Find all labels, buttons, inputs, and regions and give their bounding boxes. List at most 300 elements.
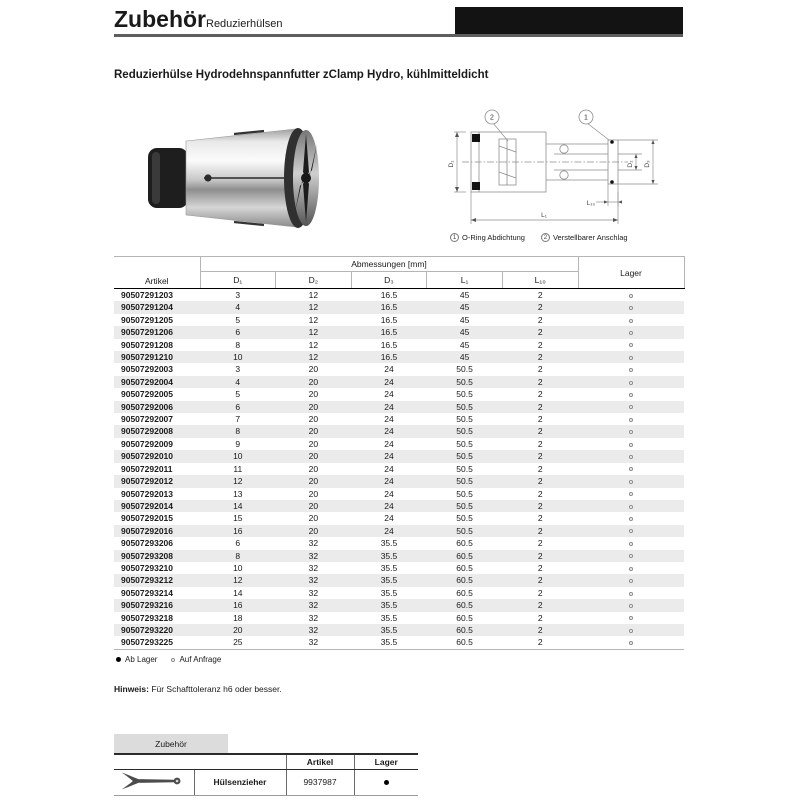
technical-drawing xyxy=(436,106,688,234)
value-cell: 2 xyxy=(537,364,543,375)
stock-status-icon xyxy=(629,356,633,360)
value-cell: 50.5 xyxy=(427,401,503,413)
value-cell: 13 xyxy=(233,488,243,499)
value-cell: 10 xyxy=(233,562,243,573)
value-cell: 12 xyxy=(308,290,319,300)
value-cell: 60.5 xyxy=(427,636,503,649)
lager-cell xyxy=(578,289,684,302)
value-cell: 60.5 xyxy=(456,538,473,549)
value-cell: 50.5 xyxy=(427,450,503,462)
lager-cell xyxy=(578,301,684,313)
drawing-legend-item-2 xyxy=(541,233,628,242)
value-cell: 9 xyxy=(235,438,241,449)
product-photo xyxy=(138,112,420,244)
value-cell: 3 xyxy=(235,364,241,375)
value-cell: 2 xyxy=(537,488,543,499)
lager-cell xyxy=(578,438,684,450)
value-cell: 12 xyxy=(200,475,276,487)
value-cell: 2 xyxy=(502,425,578,437)
value-cell: 24 xyxy=(384,488,394,499)
value-cell: 35.5 xyxy=(380,612,398,623)
callout-2: 2 xyxy=(490,114,494,122)
table-row xyxy=(114,463,684,475)
value-cell: 60.5 xyxy=(456,562,473,573)
stock-status-icon xyxy=(629,393,633,397)
artikel-cell: 90507291210 xyxy=(114,351,200,363)
table-row xyxy=(114,388,684,400)
circled-2-icon: 2 xyxy=(541,233,550,242)
value-cell: 24 xyxy=(351,376,427,388)
value-cell: 2 xyxy=(537,438,543,449)
lager-cell xyxy=(578,512,684,524)
drawing-legend xyxy=(450,233,628,242)
value-cell: 2 xyxy=(502,326,578,338)
table-row xyxy=(114,438,684,450)
value-cell: 35.5 xyxy=(380,538,398,549)
stock-status-icon xyxy=(629,492,633,496)
table-row xyxy=(114,488,684,500)
table-row xyxy=(114,550,684,562)
artikel-cell: 90507291205 xyxy=(121,314,174,325)
value-cell: 20 xyxy=(308,438,319,449)
value-cell: 25 xyxy=(200,636,276,649)
lager-cell xyxy=(578,636,684,649)
value-cell: 20 xyxy=(276,401,352,413)
lager-cell xyxy=(578,525,684,537)
value-cell: 16 xyxy=(200,599,276,611)
lager-cell xyxy=(578,574,684,586)
page-title: Zubehör xyxy=(114,6,206,32)
header-corner-bar xyxy=(455,7,683,34)
stock-status-icon xyxy=(629,579,633,583)
value-cell: 20 xyxy=(276,475,352,487)
dim-label-l10: L₁₀ xyxy=(586,200,596,207)
dim-label-d1: D₁ xyxy=(448,160,455,168)
value-cell: 2 xyxy=(502,450,578,462)
artikel-cell: 90507292010 xyxy=(114,450,200,462)
value-cell: 2 xyxy=(502,525,578,537)
dimension-table-section xyxy=(114,256,684,650)
value-cell: 2 xyxy=(537,389,543,400)
drawing-legend-label-2: Verstellbarer Anschlag xyxy=(552,233,628,242)
stock-status-icon xyxy=(629,641,633,645)
lager-cell xyxy=(578,388,684,400)
table-row xyxy=(114,475,684,487)
value-cell: 24 xyxy=(384,513,394,524)
accessory-header-empty xyxy=(114,754,286,769)
table-row xyxy=(114,624,684,636)
lager-cell xyxy=(578,351,684,363)
value-cell: 2 xyxy=(537,414,543,425)
value-cell: 14 xyxy=(200,500,276,512)
stock-legend-auf-anfrage-label: Auf Anfrage xyxy=(179,655,222,664)
lager-cell xyxy=(578,463,684,475)
value-cell: 12 xyxy=(276,301,352,313)
value-cell: 16.5 xyxy=(380,339,398,350)
value-cell: 8 xyxy=(200,425,276,437)
value-cell: 10 xyxy=(200,351,276,363)
value-cell: 24 xyxy=(384,438,394,449)
value-cell: 16.5 xyxy=(380,314,398,325)
stock-status-icon xyxy=(629,381,633,385)
table-row xyxy=(114,401,684,413)
table-row xyxy=(114,500,684,512)
table-row xyxy=(114,376,684,388)
stock-status-icon xyxy=(629,554,633,558)
lager-cell xyxy=(578,550,684,562)
value-cell: 50.5 xyxy=(456,513,473,524)
value-cell: 16 xyxy=(200,525,276,537)
artikel-cell: 90507292009 xyxy=(121,438,174,449)
value-cell: 50.5 xyxy=(427,500,503,512)
accessory-image-cell xyxy=(114,769,194,795)
dim-label-l1: L₁ xyxy=(541,212,547,219)
value-cell: 20 xyxy=(308,488,319,499)
lager-cell xyxy=(578,425,684,437)
note-label: Hinweis: xyxy=(114,684,149,694)
accessory-header-artikel: Artikel xyxy=(286,754,354,769)
value-cell: 50.5 xyxy=(427,425,503,437)
column-header-d2: D₂ xyxy=(276,272,352,289)
table-row xyxy=(114,301,684,313)
table-row xyxy=(114,537,684,549)
artikel-cell: 90507293206 xyxy=(121,538,174,549)
dimension-table-body xyxy=(114,289,684,650)
value-cell: 60.5 xyxy=(427,550,503,562)
value-cell: 2 xyxy=(502,351,578,363)
value-cell: 20 xyxy=(276,525,352,537)
table-row xyxy=(114,289,684,302)
circled-1-icon: 1 xyxy=(450,233,459,242)
accessory-table xyxy=(114,753,418,796)
value-cell: 11 xyxy=(233,463,243,474)
value-cell: 15 xyxy=(233,513,243,524)
column-header-l1: L₁ xyxy=(427,272,503,289)
accessory-tab xyxy=(114,734,228,753)
artikel-cell: 90507293208 xyxy=(114,550,200,562)
artikel-cell: 90507291203 xyxy=(121,290,174,300)
lager-cell xyxy=(578,413,684,425)
value-cell: 50.5 xyxy=(456,438,473,449)
column-header-d1: D₁ xyxy=(200,272,276,289)
stock-status-icon xyxy=(629,306,633,310)
stock-status-icon xyxy=(629,604,633,608)
accessory-name-cell: Hülsenzieher xyxy=(194,769,286,795)
value-cell: 24 xyxy=(384,364,394,375)
value-cell: 5 xyxy=(235,389,241,400)
stock-status-icon xyxy=(629,529,633,533)
value-cell: 45 xyxy=(459,339,470,350)
value-cell: 2 xyxy=(502,624,578,636)
table-row xyxy=(114,587,684,599)
lager-cell xyxy=(578,537,684,549)
dim-label-d2: D₂ xyxy=(627,160,634,168)
stock-status-icon xyxy=(629,592,633,596)
value-cell: 35.5 xyxy=(380,587,398,598)
stock-status-icon xyxy=(629,443,633,447)
value-cell: 45 xyxy=(427,301,503,313)
table-row xyxy=(114,512,684,524)
lager-cell xyxy=(578,326,684,338)
value-cell: 4 xyxy=(200,301,276,313)
stock-status-icon xyxy=(629,319,633,323)
artikel-cell: 90507293212 xyxy=(114,574,200,586)
value-cell: 35.5 xyxy=(351,599,427,611)
value-cell: 50.5 xyxy=(456,364,473,375)
value-cell: 8 xyxy=(235,339,241,350)
value-cell: 60.5 xyxy=(427,624,503,636)
value-cell: 20 xyxy=(200,624,276,636)
stock-status-icon xyxy=(629,505,633,509)
page-subtitle: Reduzierhülsen xyxy=(206,18,283,30)
value-cell: 18 xyxy=(233,612,243,623)
value-cell: 24 xyxy=(384,414,394,425)
lager-cell xyxy=(578,314,684,326)
hollow-dot-icon xyxy=(171,658,175,662)
value-cell: 2 xyxy=(502,475,578,487)
table-row xyxy=(114,574,684,586)
stock-status-icon xyxy=(629,567,633,571)
value-cell: 32 xyxy=(308,587,319,598)
huelsenzieher-tool-icon xyxy=(118,771,190,791)
table-row xyxy=(114,363,684,375)
value-cell: 16.5 xyxy=(351,351,427,363)
header-rule xyxy=(114,34,683,37)
value-cell: 32 xyxy=(276,574,352,586)
column-header-lager: Lager xyxy=(578,257,684,289)
value-cell: 35.5 xyxy=(351,624,427,636)
value-cell: 2 xyxy=(537,513,543,524)
value-cell: 3 xyxy=(235,290,241,300)
value-cell: 2 xyxy=(502,500,578,512)
value-cell: 5 xyxy=(235,314,241,325)
value-cell: 45 xyxy=(459,290,470,300)
value-cell: 2 xyxy=(502,599,578,611)
accessory-table-section xyxy=(114,753,418,796)
note-text: Für Schafttoleranz h6 oder besser. xyxy=(148,684,282,694)
value-cell: 20 xyxy=(308,364,319,375)
accessory-header-row xyxy=(114,754,418,769)
table-row xyxy=(114,612,684,624)
value-cell: 32 xyxy=(276,550,352,562)
value-cell: 35.5 xyxy=(380,562,398,573)
value-cell: 20 xyxy=(308,513,319,524)
stock-status-icon xyxy=(629,629,633,633)
stock-status-icon xyxy=(629,343,633,347)
artikel-cell: 90507293218 xyxy=(121,612,174,623)
table-row xyxy=(114,599,684,611)
artikel-cell: 90507293220 xyxy=(114,624,200,636)
value-cell: 24 xyxy=(351,475,427,487)
value-cell: 2 xyxy=(537,290,543,300)
stock-status-icon xyxy=(629,430,633,434)
lager-cell xyxy=(578,339,684,351)
value-cell: 12 xyxy=(276,326,352,338)
value-cell: 10 xyxy=(200,450,276,462)
note-line xyxy=(114,684,282,694)
artikel-cell: 90507292008 xyxy=(114,425,200,437)
artikel-cell: 90507292014 xyxy=(114,500,200,512)
artikel-cell: 90507293225 xyxy=(114,636,200,649)
stock-legend xyxy=(116,655,221,664)
value-cell: 12 xyxy=(200,574,276,586)
table-row xyxy=(114,314,684,326)
artikel-cell: 90507291206 xyxy=(114,326,200,338)
artikel-cell: 90507293216 xyxy=(114,599,200,611)
stock-status-icon xyxy=(629,368,633,372)
stock-legend-ab-lager-label: Ab Lager xyxy=(125,655,158,664)
value-cell: 2 xyxy=(537,339,543,350)
artikel-cell: 90507293214 xyxy=(121,587,174,598)
accessory-artikel-cell: 9937987 xyxy=(286,769,354,795)
lager-cell xyxy=(578,587,684,599)
artikel-cell: 90507292016 xyxy=(114,525,200,537)
value-cell: 32 xyxy=(276,624,352,636)
value-cell: 2 xyxy=(502,636,578,649)
table-row xyxy=(114,636,684,649)
value-cell: 16.5 xyxy=(380,290,398,300)
value-cell: 24 xyxy=(351,500,427,512)
stock-status-icon xyxy=(629,616,633,620)
stock-status-icon xyxy=(629,517,633,521)
artikel-cell: 90507292011 xyxy=(121,463,173,474)
value-cell: 24 xyxy=(351,425,427,437)
value-cell: 20 xyxy=(308,389,319,400)
value-cell: 60.5 xyxy=(427,599,503,611)
value-cell: 2 xyxy=(537,538,543,549)
product-title: Reduzierhülse Hydrodehnspannfutter zClamp Hydro, kühlmitteldicht xyxy=(114,69,489,81)
value-cell: 32 xyxy=(276,599,352,611)
stock-status-icon xyxy=(629,455,633,459)
lager-cell xyxy=(578,450,684,462)
value-cell: 50.5 xyxy=(456,463,473,474)
value-cell: 60.5 xyxy=(456,612,473,623)
value-cell: 24 xyxy=(351,401,427,413)
lager-cell xyxy=(578,612,684,624)
value-cell: 35.5 xyxy=(351,636,427,649)
value-cell: 2 xyxy=(537,587,543,598)
value-cell: 2 xyxy=(537,314,543,325)
value-cell: 7 xyxy=(235,414,241,425)
value-cell: 50.5 xyxy=(427,376,503,388)
value-cell: 35.5 xyxy=(351,550,427,562)
value-cell: 60.5 xyxy=(427,574,503,586)
value-cell: 8 xyxy=(200,550,276,562)
accessory-row xyxy=(114,769,418,795)
callout-1: 1 xyxy=(584,114,588,122)
lager-cell xyxy=(578,562,684,574)
dim-label-d3: D₃ xyxy=(644,160,651,168)
accessory-lager-cell xyxy=(354,769,418,795)
value-cell: 24 xyxy=(384,389,394,400)
table-row xyxy=(114,339,684,351)
column-header-l10: L₁₀ xyxy=(502,272,578,289)
value-cell: 2 xyxy=(537,562,543,573)
stock-legend-auf-anfrage xyxy=(171,655,221,664)
value-cell: 24 xyxy=(351,450,427,462)
artikel-cell: 90507291208 xyxy=(121,339,174,350)
column-header-abmessungen: Abmessungen [mm] xyxy=(200,257,578,272)
value-cell: 12 xyxy=(308,314,319,325)
artikel-cell: 90507291204 xyxy=(114,301,200,313)
value-cell: 6 xyxy=(200,326,276,338)
value-cell: 50.5 xyxy=(456,488,473,499)
value-cell: 20 xyxy=(308,463,319,474)
artikel-cell: 90507292015 xyxy=(121,513,174,524)
stock-status-icon xyxy=(629,542,633,546)
accessory-tab-label: Zubehör xyxy=(155,738,187,749)
stock-status-icon xyxy=(629,405,633,409)
drawing-legend-item-1 xyxy=(450,233,525,242)
lager-cell xyxy=(578,500,684,512)
value-cell: 32 xyxy=(308,538,319,549)
table-header-row-group xyxy=(114,257,684,272)
value-cell: 20 xyxy=(308,414,319,425)
value-cell: 24 xyxy=(351,525,427,537)
value-cell: 50.5 xyxy=(456,389,473,400)
stock-status-icon xyxy=(629,294,633,298)
lager-cell xyxy=(578,376,684,388)
stock-status-icon xyxy=(384,780,389,785)
value-cell: 60.5 xyxy=(456,587,473,598)
artikel-cell: 90507292007 xyxy=(121,414,174,425)
stock-status-icon xyxy=(629,418,633,422)
value-cell: 6 xyxy=(200,401,276,413)
value-cell: 32 xyxy=(276,636,352,649)
table-row xyxy=(114,413,684,425)
value-cell: 32 xyxy=(308,612,319,623)
value-cell: 45 xyxy=(459,314,470,325)
column-header-d3: D₃ xyxy=(351,272,427,289)
lager-cell xyxy=(578,488,684,500)
table-row xyxy=(114,450,684,462)
value-cell: 2 xyxy=(502,301,578,313)
stock-legend-ab-lager xyxy=(116,655,157,664)
value-cell: 50.5 xyxy=(427,475,503,487)
value-cell: 2 xyxy=(502,574,578,586)
artikel-cell: 90507292012 xyxy=(114,475,200,487)
value-cell: 12 xyxy=(308,339,319,350)
stock-status-icon xyxy=(629,331,633,335)
artikel-cell: 90507292003 xyxy=(121,364,174,375)
artikel-cell: 90507292013 xyxy=(121,488,174,499)
value-cell: 20 xyxy=(276,500,352,512)
value-cell: 20 xyxy=(276,376,352,388)
value-cell: 12 xyxy=(276,351,352,363)
lager-cell xyxy=(578,475,684,487)
value-cell: 2 xyxy=(537,463,543,474)
value-cell: 50.5 xyxy=(456,414,473,425)
value-cell: 50.5 xyxy=(427,525,503,537)
column-header-artikel: Artikel xyxy=(114,257,200,289)
artikel-cell: 90507292006 xyxy=(114,401,200,413)
value-cell: 16.5 xyxy=(351,301,427,313)
drawing-legend-label-1: O-Ring Abdichtung xyxy=(462,233,525,242)
artikel-cell: 90507292005 xyxy=(121,389,174,400)
value-cell: 2 xyxy=(502,550,578,562)
value-cell: 14 xyxy=(233,587,243,598)
value-cell: 20 xyxy=(276,425,352,437)
value-cell: 20 xyxy=(276,450,352,462)
value-cell: 2 xyxy=(502,401,578,413)
value-cell: 45 xyxy=(427,351,503,363)
value-cell: 2 xyxy=(537,612,543,623)
value-cell: 32 xyxy=(308,562,319,573)
value-cell: 4 xyxy=(200,376,276,388)
artikel-cell: 90507293210 xyxy=(121,562,174,573)
accessory-header-lager: Lager xyxy=(354,754,418,769)
lager-cell xyxy=(578,624,684,636)
